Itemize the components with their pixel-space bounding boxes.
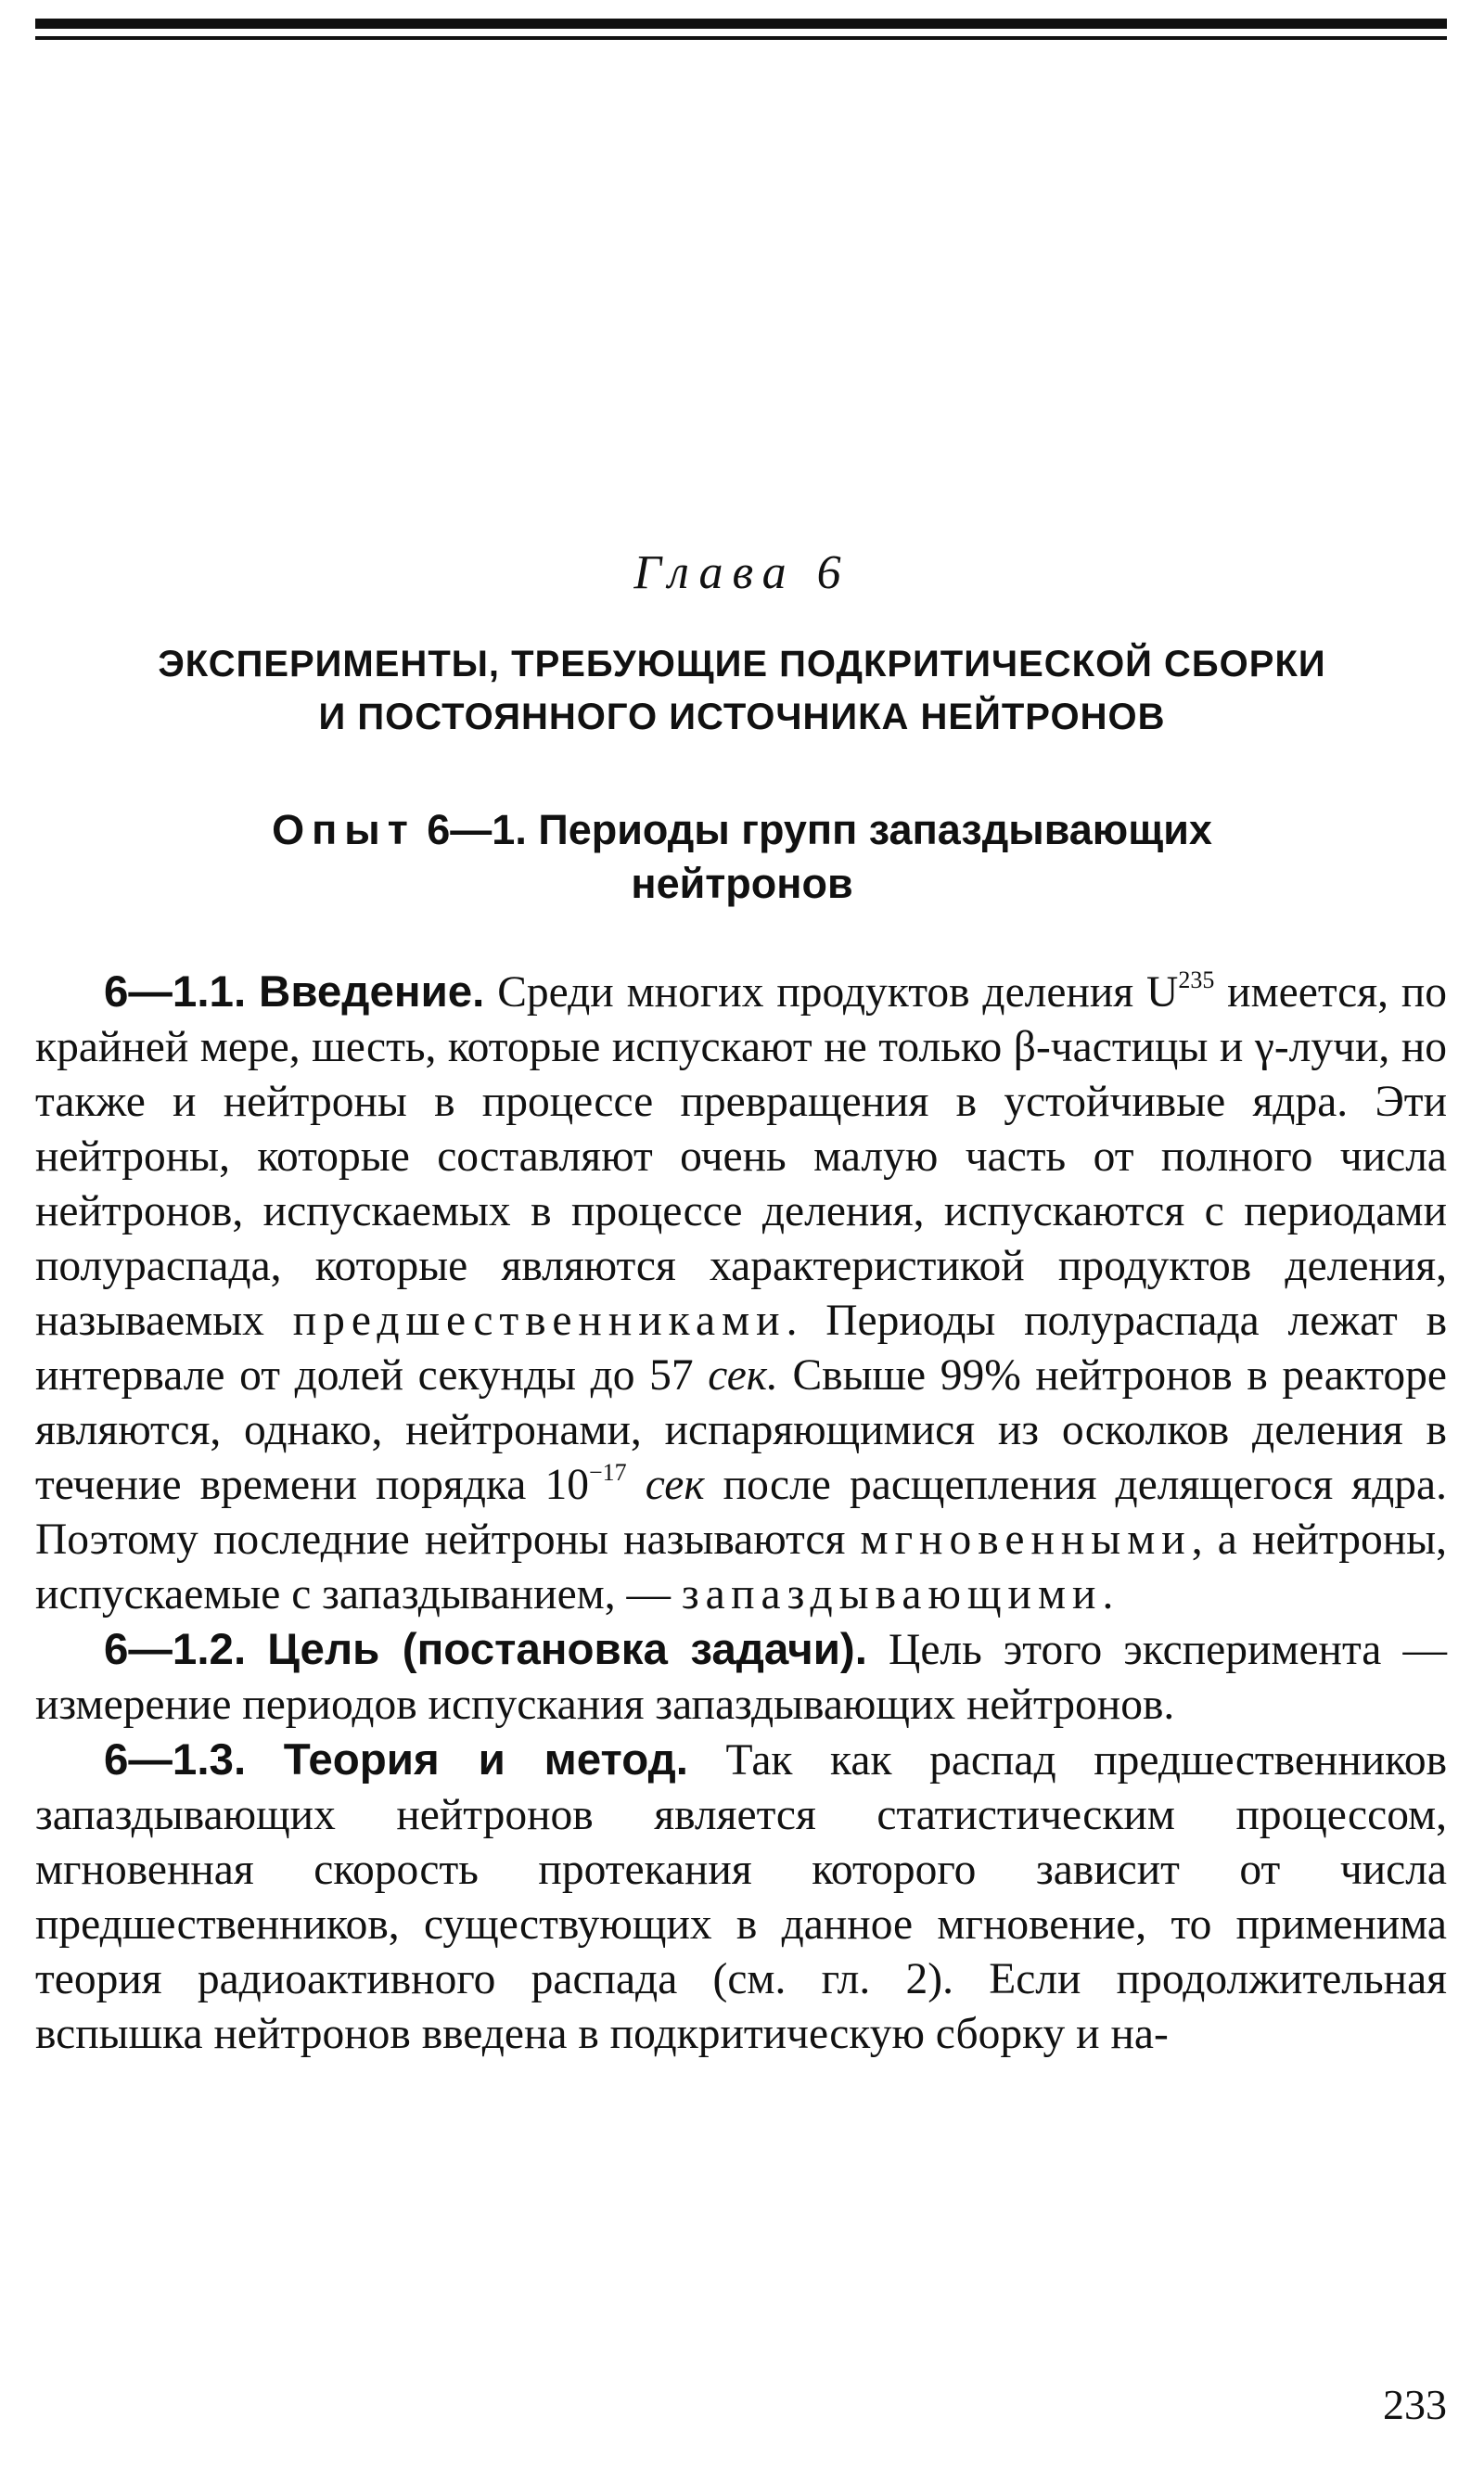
paragraph-text: , а нейтроны, испускаемые с запаздыванием, — <box>35 1516 1447 1618</box>
term-predecessors: предшественниками <box>292 1297 787 1345</box>
paragraph-text: имеется, по крайней мере, шесть, которые испускают не только β-частицы и γ-лучи, но также и нейтроны в процессе превращения в устойчивые ядра. Эти нейтроны, которые составляют очень малую часть от полного числа нейтронов, испускаемых в процессе деления, испускаются с периодами полураспада, которые являются характеристикой продуктов деления, называемых <box>35 968 1447 1345</box>
body-text <box>35 965 1447 2062</box>
paragraph-text: Среди многих продуктов деления U <box>497 968 1179 1017</box>
section-title <box>0 638 1484 744</box>
paragraph-number: 6—1.1. <box>104 967 247 1017</box>
experiment-title-line-2: нейтронов <box>631 860 853 907</box>
paragraph-text: Так как распад предшественников запаздывающих нейтронов является статистическим процессом, мгновенная скорость протекания которого зависит от числа предшественников, существующих в данное мгновение, то применима теория радиоактивного распада (см. гл. 2). Если продолжительная вспышка нейтронов введена в подкритическую сборку и на- <box>35 1736 1447 2058</box>
exponent-superscript: −17 <box>589 1459 627 1486</box>
experiment-title-line-1 <box>139 803 1345 857</box>
experiment-number: 6—1. <box>427 806 527 853</box>
experiment-title-text: Периоды групп запаздывающих <box>538 806 1212 853</box>
mass-number-superscript: 235 <box>1178 966 1215 993</box>
paragraph-text: Свыше 99% нейтронов в реакторе являются, однако, нейтронами, испаряющимися из осколков деления в течение времени порядка 10 <box>35 1351 1447 1509</box>
paragraph-introduction <box>35 965 1447 1622</box>
section-title-line-1: ЭКСПЕРИМЕНТЫ, ТРЕБУЮЩИЕ ПОДКРИТИЧЕСКОЙ СБОРКИ <box>158 644 1326 684</box>
chapter-label: Глава 6 <box>633 546 851 599</box>
paragraph-goal <box>35 1622 1447 1733</box>
paragraph-text: Цель этого эксперимента — измерение периодов испускания запаздывающих нейтронов. <box>35 1626 1448 1729</box>
paragraph-heading: Введение. <box>259 967 485 1017</box>
paragraph-text: . <box>1102 1570 1114 1618</box>
experiment-title <box>139 803 1345 911</box>
term-delayed: запаздывающими <box>681 1570 1103 1618</box>
top-rule-thin <box>35 36 1447 40</box>
paragraph-text: . Периоды полураспада лежат в интервале от долей секунды до 57 <box>35 1297 1447 1400</box>
unit-seconds: сек <box>645 1461 705 1509</box>
paragraph-text: после расщепления делящегося ядра. Поэтому последние нейтроны называются <box>35 1461 1448 1564</box>
term-prompt: мгновенными <box>860 1516 1192 1564</box>
section-title-line-2: И ПОСТОЯННОГО ИСТОЧНИКА НЕЙТРОНОВ <box>318 697 1166 737</box>
paragraph-heading: Теория и метод. <box>283 1735 688 1785</box>
paragraph-number: 6—1.2. <box>104 1625 247 1674</box>
paragraph-heading: Цель (постановка задачи). <box>267 1625 867 1674</box>
unit-seconds: сек. <box>708 1351 778 1400</box>
experiment-label: Опыт <box>272 806 416 853</box>
paragraph-theory <box>35 1733 1447 2062</box>
paragraph-number: 6—1.3. <box>104 1735 247 1785</box>
page-number: 233 <box>1383 2381 1447 2428</box>
top-rule-thick <box>35 19 1447 29</box>
